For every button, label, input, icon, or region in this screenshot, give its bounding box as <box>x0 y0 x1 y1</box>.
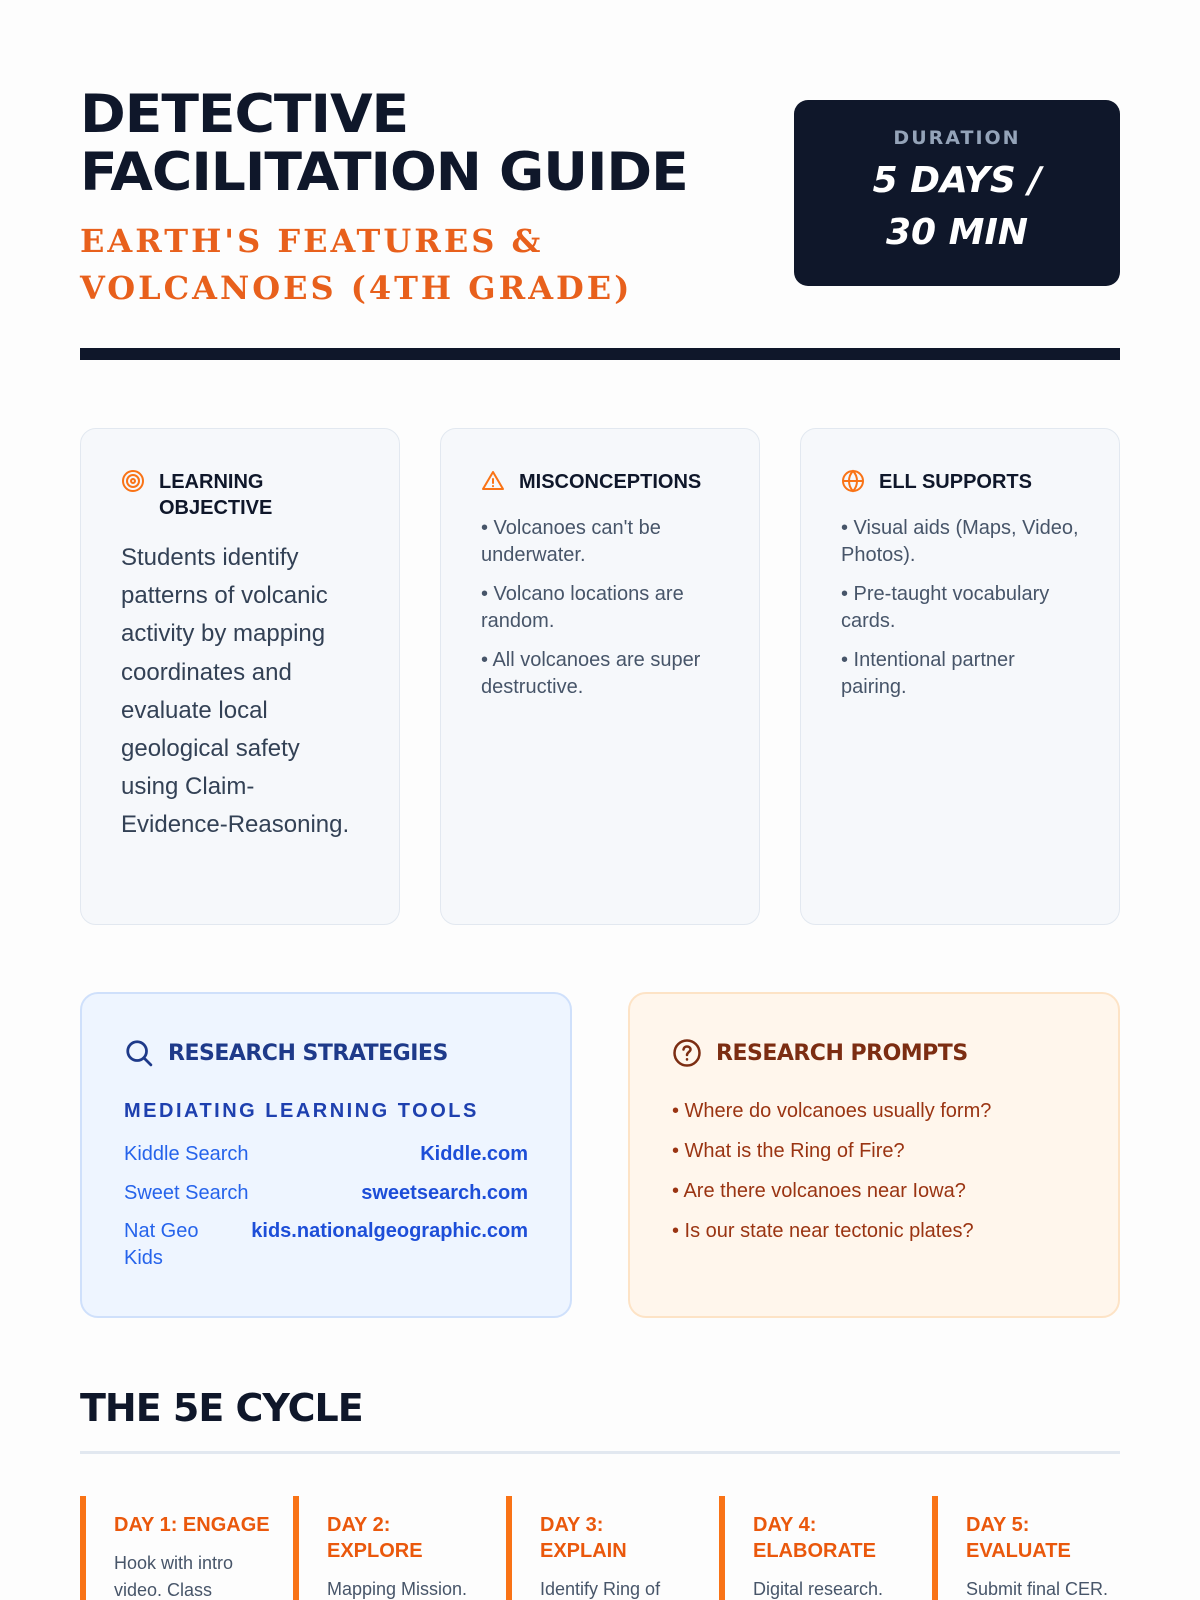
panel-title: RESEARCH STRATEGIES <box>168 1040 448 1066</box>
list-item: • Volcanoes can't be underwater. <box>481 517 661 566</box>
tool-row <box>124 1180 528 1207</box>
card-title: MISCONCEPTIONS <box>519 471 702 493</box>
list-item: • Intentional partner pairing. <box>841 649 1015 698</box>
day-text: Digital research. <box>753 1579 884 1599</box>
research-prompts-panel <box>628 992 1120 1318</box>
search-icon <box>124 1038 154 1068</box>
warning-icon <box>481 469 505 493</box>
card-title: ELL SUPPORTS <box>879 471 1032 493</box>
list-item: • Visual aids (Maps, Video, Photos). <box>841 517 1079 566</box>
tool-name: Nat Geo Kids <box>124 1220 199 1269</box>
list-item: • Volcano locations are random. <box>481 583 684 632</box>
day-column <box>506 1496 701 1600</box>
question-circle-icon <box>672 1038 702 1068</box>
target-icon <box>121 469 145 493</box>
title-line-1: DETECTIVE <box>80 84 409 145</box>
day-title: DAY 4: ELABORATE <box>753 1514 876 1562</box>
day-column <box>932 1496 1127 1600</box>
day-title: DAY 5: EVALUATE <box>966 1514 1071 1562</box>
day-title: DAY 2: EXPLORE <box>327 1514 423 1562</box>
globe-icon <box>841 469 865 493</box>
tools-list <box>124 1141 528 1271</box>
list-item: • Pre-taught vocabulary cards. <box>841 583 1050 632</box>
duration-label: DURATION <box>893 127 1021 149</box>
learning-objective-card <box>80 428 400 925</box>
day-column <box>293 1496 488 1600</box>
panel-title: RESEARCH PROMPTS <box>716 1040 968 1066</box>
facilitation-guide-page <box>80 0 1120 1600</box>
tools-subheading: MEDIATING LEARNING TOOLS <box>124 1100 479 1122</box>
duration-badge <box>794 100 1120 286</box>
section-title: THE 5E CYCLE <box>80 1386 363 1430</box>
tool-link[interactable]: Kiddle.com <box>420 1143 528 1165</box>
list-item: • What is the Ring of Fire? <box>672 1140 905 1162</box>
day-text: Hook with intro video. Class <box>114 1553 234 1600</box>
tool-name: Sweet Search <box>124 1181 249 1204</box>
day-title: DAY 3: EXPLAIN <box>540 1514 627 1562</box>
page-subtitle: EARTH'S FEATURES & VOLCANOES (4TH GRADE) <box>80 222 633 307</box>
tool-row <box>124 1218 528 1271</box>
list-item: • Is our state near tectonic plates? <box>672 1220 974 1242</box>
day-text: Mapping Mission. <box>327 1579 468 1599</box>
day-text: Identify Ring of <box>540 1579 661 1599</box>
ell-supports-list <box>841 515 1079 700</box>
list-item: • Where do volcanoes usually form? <box>672 1100 992 1122</box>
five-e-days <box>80 1496 1120 1600</box>
day-title: DAY 1: ENGAGE <box>114 1514 270 1536</box>
list-item: • All volcanoes are super destructive. <box>481 649 701 698</box>
misconceptions-list <box>481 515 719 700</box>
day-column <box>80 1496 275 1600</box>
header <box>80 86 1120 306</box>
prompts-list <box>672 1098 1076 1244</box>
day-text: Submit final CER. <box>966 1579 1109 1599</box>
misconceptions-card <box>440 428 760 925</box>
objective-text: Students identify patterns of volcanic activity by mapping coordinates and evaluate local geological safety using Claim-Evidence-Reasoning. <box>121 544 350 839</box>
section-divider <box>80 1451 1120 1454</box>
day-column <box>719 1496 914 1600</box>
title-line-2: FACILITATION GUIDE <box>80 142 688 203</box>
card-title: LEARNING OBJECTIVE <box>159 471 273 519</box>
list-item: • Are there volcanoes near Iowa? <box>672 1180 966 1202</box>
tool-link[interactable]: kids.nationalgeographic.com <box>251 1220 528 1242</box>
ell-supports-card <box>800 428 1120 925</box>
research-strategies-panel <box>80 992 572 1318</box>
duration-value: 5 DAYS / 30 MIN <box>872 160 1042 253</box>
page-title <box>80 86 787 202</box>
tool-row <box>124 1141 528 1168</box>
header-divider <box>80 348 1120 360</box>
tool-link[interactable]: sweetsearch.com <box>361 1181 528 1204</box>
tool-name: Kiddle Search <box>124 1143 249 1165</box>
info-cards <box>80 428 1120 925</box>
